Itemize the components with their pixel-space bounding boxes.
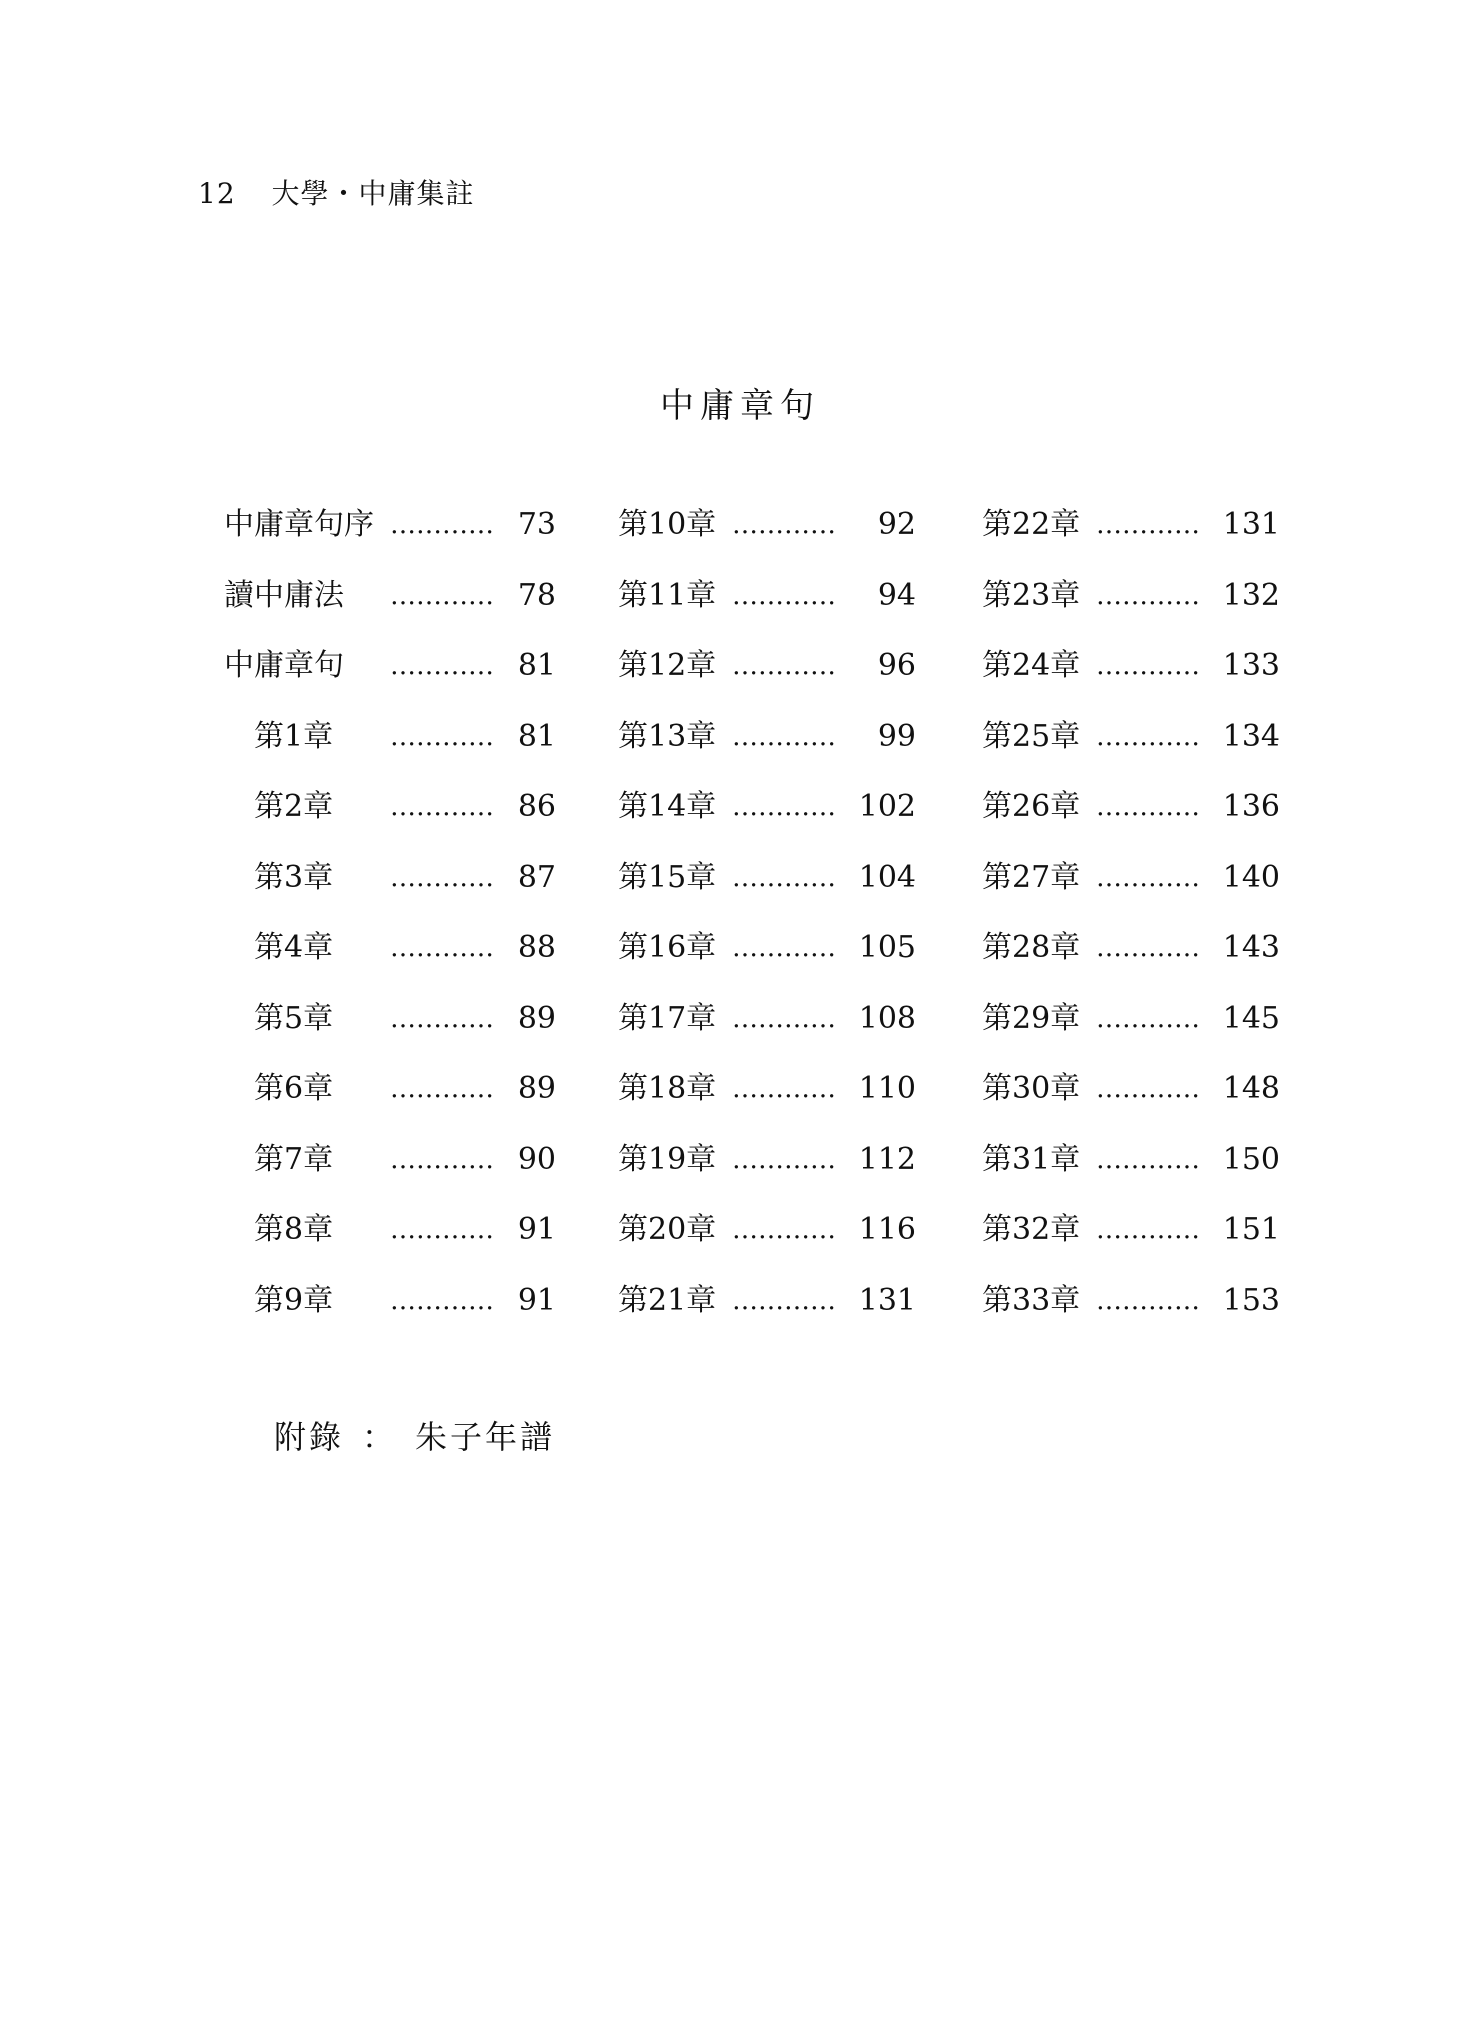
toc-entry (618, 1195, 978, 1266)
toc-entry-page: 81 (517, 648, 556, 683)
toc-entry-page: 145 (1222, 1000, 1280, 1036)
toc-entry-label: 第14章 (618, 789, 717, 824)
toc-entry (224, 561, 584, 632)
toc-entry-label: 中庸章句 (224, 648, 344, 683)
appendix-label: 附錄 (274, 1418, 345, 1456)
toc-entry-label: 第26章 (982, 789, 1081, 824)
toc-entry-page: 90 (517, 1141, 556, 1177)
toc-entry-page: 116 (858, 1212, 916, 1247)
toc-entry (618, 843, 978, 914)
toc-entry (982, 1266, 1342, 1337)
toc-entry-page: 132 (1222, 577, 1280, 613)
toc-entry-label: 第5章 (254, 1000, 334, 1036)
toc-entry-page: 104 (858, 859, 916, 895)
toc-leader-dots: ………… (390, 1144, 494, 1175)
toc-entry-label: 第27章 (982, 859, 1081, 895)
toc-leader-dots: ………… (732, 580, 836, 611)
book-title: 大學・中庸集註 (271, 177, 475, 210)
toc-entry-label: 第33章 (982, 1282, 1081, 1318)
toc-leader-dots: ………… (1096, 1074, 1200, 1104)
toc-entry-page: 148 (1222, 1071, 1280, 1106)
toc-entry-page: 143 (1222, 930, 1280, 965)
toc-leader-dots: ………… (732, 651, 836, 681)
toc-column-1 (224, 490, 584, 1336)
toc-leader-dots: ………… (1096, 1003, 1200, 1034)
toc-leader-dots: ………… (390, 792, 494, 822)
toc-leader-dots: ………… (732, 1215, 836, 1245)
toc-entry-page: 92 (877, 507, 916, 542)
toc-entry (224, 702, 584, 773)
toc-entry (618, 1125, 978, 1196)
toc-entry-page: 140 (1222, 859, 1280, 895)
toc-entry-label: 第13章 (618, 718, 717, 754)
toc-column-3 (982, 490, 1342, 1336)
toc-entry (982, 843, 1342, 914)
toc-leader-dots: ………… (732, 1285, 836, 1316)
toc-entry-label: 第4章 (254, 930, 334, 965)
toc-entry (224, 1195, 584, 1266)
toc-entry-page: 151 (1222, 1212, 1280, 1247)
toc-entry (224, 772, 584, 843)
toc-entry-page: 87 (517, 859, 556, 895)
toc-entry (982, 561, 1342, 632)
toc-leader-dots: ………… (732, 1003, 836, 1034)
toc-entry-page: 88 (517, 930, 556, 965)
toc-entry-page: 91 (517, 1282, 556, 1318)
toc-entry (618, 490, 978, 561)
toc-entry-page: 112 (858, 1141, 916, 1177)
toc-leader-dots: ………… (732, 792, 836, 822)
toc-entry-label: 第9章 (254, 1282, 334, 1318)
page-number: 12 (198, 177, 236, 210)
appendix-separator: ： (362, 1418, 398, 1456)
toc-entry-label: 第21章 (618, 1282, 717, 1318)
toc-entry-label: 第25章 (982, 718, 1081, 754)
toc-entry-label: 第20章 (618, 1212, 717, 1247)
toc-leader-dots: ………… (732, 510, 836, 540)
toc-entry (224, 913, 584, 984)
toc-entry-label: 第28章 (982, 930, 1081, 965)
toc-leader-dots: ………… (1096, 933, 1200, 963)
toc-column-2 (618, 490, 978, 1336)
toc-leader-dots: ………… (1096, 862, 1200, 893)
toc-entry-page: 102 (858, 789, 916, 824)
toc-entry-label: 第12章 (618, 648, 717, 683)
toc-entry-page: 89 (517, 1071, 556, 1106)
toc-entry-label: 第22章 (982, 507, 1081, 542)
toc-entry-page: 81 (517, 718, 556, 754)
toc-entry (224, 984, 584, 1055)
toc-leader-dots: ………… (732, 1074, 836, 1104)
toc-entry (224, 1266, 584, 1337)
toc-entry-page: 131 (1222, 507, 1280, 542)
toc-entry-label: 第15章 (618, 859, 717, 895)
toc-leader-dots: ………… (1096, 651, 1200, 681)
toc-leader-dots: ………… (390, 721, 494, 752)
toc-leader-dots: ………… (390, 510, 494, 540)
toc-leader-dots: ………… (390, 933, 494, 963)
toc-leader-dots: ………… (732, 933, 836, 963)
toc-entry (618, 1266, 978, 1337)
section-title: 中庸章句 (660, 386, 820, 426)
toc-entry-label: 第8章 (254, 1212, 334, 1247)
toc-leader-dots: ………… (390, 1215, 494, 1245)
toc-entry (618, 772, 978, 843)
toc-entry (224, 631, 584, 702)
toc-entry-label: 第16章 (618, 930, 717, 965)
toc-entry-label: 第3章 (254, 859, 334, 895)
toc-entry-page: 89 (517, 1000, 556, 1036)
toc-leader-dots: ………… (390, 1285, 494, 1316)
toc-entry-page: 86 (517, 789, 556, 824)
toc-entry-label: 第6章 (254, 1071, 334, 1106)
toc-entry-page: 133 (1222, 648, 1280, 683)
toc-leader-dots: ………… (1096, 1144, 1200, 1175)
toc-leader-dots: ………… (1096, 580, 1200, 611)
toc-entry-page: 94 (877, 577, 916, 613)
toc-entry-page: 110 (858, 1071, 916, 1106)
toc-entry-page: 99 (877, 718, 916, 754)
toc-leader-dots: ………… (390, 1074, 494, 1104)
toc-entry-page: 134 (1222, 718, 1280, 754)
toc-entry-page: 150 (1222, 1141, 1280, 1177)
toc-leader-dots: ………… (390, 580, 494, 611)
toc-entry-page: 131 (858, 1282, 916, 1318)
toc-entry (618, 984, 978, 1055)
toc-entry (224, 490, 584, 561)
toc-entry-page: 96 (877, 648, 916, 683)
toc-leader-dots: ………… (1096, 792, 1200, 822)
toc-leader-dots: ………… (1096, 510, 1200, 540)
toc-entry (224, 843, 584, 914)
toc-entry-label: 第10章 (618, 507, 717, 542)
toc-entry (982, 1125, 1342, 1196)
toc-entry (618, 702, 978, 773)
toc-entry-label: 第30章 (982, 1071, 1081, 1106)
toc-entry (982, 490, 1342, 561)
toc-leader-dots: ………… (390, 651, 494, 681)
toc-entry-label: 第24章 (982, 648, 1081, 683)
toc-entry-label: 第2章 (254, 789, 334, 824)
toc-entry-label: 第18章 (618, 1071, 717, 1106)
toc-entry (618, 631, 978, 702)
toc-leader-dots: ………… (732, 721, 836, 752)
toc-entry-page: 108 (858, 1000, 916, 1036)
running-header (198, 172, 475, 212)
toc-entry (982, 772, 1342, 843)
toc-entry-label: 第32章 (982, 1212, 1081, 1247)
toc-entry-page: 78 (517, 577, 556, 613)
toc-entry-page: 73 (517, 507, 556, 542)
toc-entry (224, 1125, 584, 1196)
toc-leader-dots: ………… (732, 862, 836, 893)
toc-entry (982, 631, 1342, 702)
toc-leader-dots: ………… (1096, 1285, 1200, 1316)
appendix-text: 朱子年譜 (415, 1418, 556, 1456)
toc-entry (982, 984, 1342, 1055)
toc-entry-page: 153 (1222, 1282, 1280, 1318)
toc-entry (982, 1054, 1342, 1125)
toc-leader-dots: ………… (732, 1144, 836, 1175)
toc-entry-label: 中庸章句序 (224, 507, 374, 542)
toc-entry-label: 第19章 (618, 1141, 717, 1177)
toc-entry-page: 136 (1222, 789, 1280, 824)
toc-leader-dots: ………… (390, 862, 494, 893)
toc-entry-label: 第29章 (982, 1000, 1081, 1036)
toc-entry (618, 561, 978, 632)
toc-entry-page: 91 (517, 1212, 556, 1247)
toc-entry (982, 702, 1342, 773)
toc-entry-label: 第7章 (254, 1141, 334, 1177)
toc-leader-dots: ………… (1096, 1215, 1200, 1245)
toc-leader-dots: ………… (390, 1003, 494, 1034)
toc-leader-dots: ………… (1096, 721, 1200, 752)
toc-entry (618, 913, 978, 984)
toc-entry (982, 1195, 1342, 1266)
toc-entry-label: 第31章 (982, 1141, 1081, 1177)
toc-entry-label: 讀中庸法 (224, 577, 344, 613)
toc-entry (618, 1054, 978, 1125)
toc-entry-label: 第17章 (618, 1000, 717, 1036)
toc-entry (224, 1054, 584, 1125)
toc-entry (982, 913, 1342, 984)
toc-entry-label: 第1章 (254, 718, 334, 754)
toc-entry-label: 第23章 (982, 577, 1081, 613)
appendix-line (274, 1412, 555, 1458)
toc-entry-label: 第11章 (618, 577, 717, 613)
toc-entry-page: 105 (858, 930, 916, 965)
